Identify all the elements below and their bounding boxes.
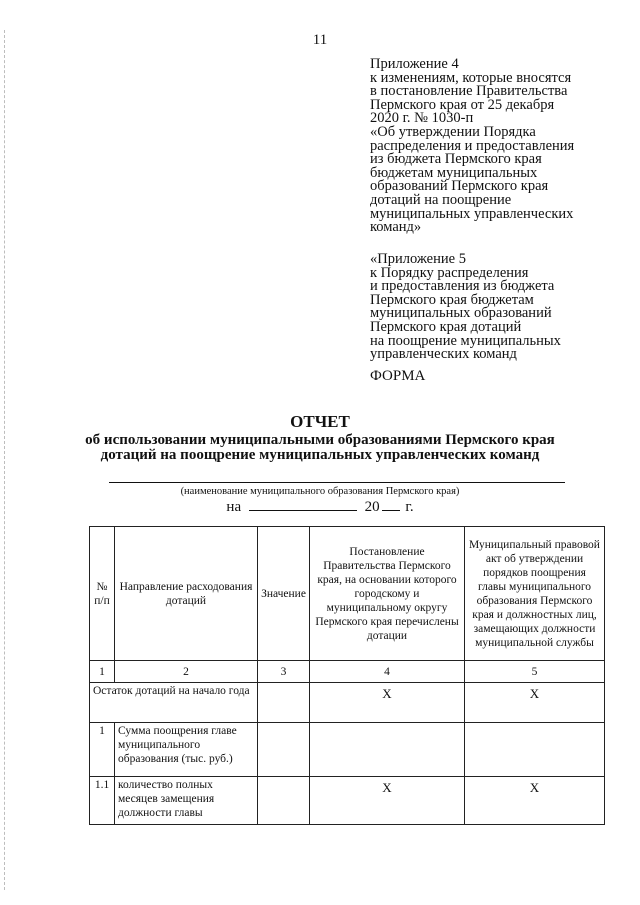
row-name: Сумма поощрения главе муниципального образования (тыс. руб.) bbox=[115, 723, 258, 777]
column-number: 2 bbox=[115, 661, 258, 683]
column-number: 3 bbox=[258, 661, 310, 683]
table-row bbox=[90, 777, 605, 825]
annex-inner-line: «Приложение 5 bbox=[370, 251, 466, 267]
row-name: количество полных месяцев замещения должности главы bbox=[115, 777, 258, 825]
header-num: № п/п bbox=[90, 527, 115, 661]
header-value: Значение bbox=[258, 527, 310, 661]
table-header-row bbox=[90, 527, 605, 661]
annex-inner-line: на поощрение муниципальных bbox=[370, 332, 561, 349]
municipality-name-line bbox=[109, 482, 565, 483]
annex-inner-line: и предоставления из бюджета bbox=[370, 278, 555, 295]
annex-inner-line: муниципальных образований bbox=[370, 305, 552, 322]
municipality-caption: (наименование муниципального образования Пермского края) bbox=[180, 486, 460, 497]
date-year-prefix: 20 bbox=[364, 499, 380, 515]
annex-inner bbox=[370, 253, 632, 362]
row-col4: X bbox=[310, 777, 465, 825]
annex-header-line: 2020 г. № 1030-п bbox=[370, 110, 474, 127]
annex-header-line: в постановление Правительства bbox=[370, 83, 568, 100]
row-col4: X bbox=[310, 683, 465, 723]
row-col5: X bbox=[465, 777, 605, 825]
annex-header-line: Приложение 4 bbox=[370, 56, 459, 72]
annex-inner-line: управленческих команд bbox=[370, 346, 517, 363]
date-blank bbox=[249, 498, 357, 511]
column-number: 1 bbox=[90, 661, 115, 683]
annex-inner-line: Пермского края бюджетам bbox=[370, 291, 534, 308]
row-value-cell bbox=[258, 723, 310, 777]
date-prefix: на bbox=[226, 499, 242, 515]
report-date-line bbox=[0, 498, 640, 516]
report-subtitle bbox=[0, 433, 640, 463]
table-row bbox=[90, 683, 605, 723]
annex-header-line: Пермского края от 25 декабря bbox=[370, 96, 555, 113]
annex-header-line: «Об утверждении Порядка bbox=[370, 123, 536, 140]
annex-header-line: образований Пермского края bbox=[370, 178, 549, 195]
row-col5 bbox=[465, 723, 605, 777]
column-number: 4 bbox=[310, 661, 465, 683]
row-col5: X bbox=[465, 683, 605, 723]
annex-inner-line: к Порядку распределения bbox=[370, 264, 529, 281]
annex-header-line: бюджетам муниципальных bbox=[370, 164, 538, 181]
annex-header-line: команд» bbox=[370, 219, 422, 236]
report-subtitle-line: об использовании муниципальными образованиями Пермского края bbox=[85, 432, 555, 448]
annex-header-line: к изменениям, которые вносятся bbox=[370, 69, 572, 86]
report-subtitle-line: дотаций на поощрение муниципальных управленческих команд bbox=[100, 447, 540, 463]
report-table bbox=[89, 526, 605, 825]
year-blank bbox=[382, 498, 400, 511]
annex-header-line: из бюджета Пермского края bbox=[370, 151, 542, 168]
header-resolution: Постановление Правительства Пермского края, на основании которого городскому и муниципальному округу Пермского края перечислены дотации bbox=[310, 527, 465, 661]
row-value-cell bbox=[258, 683, 310, 723]
row-num: 1 bbox=[90, 723, 115, 777]
row-num: 1.1 bbox=[90, 777, 115, 825]
header-act: Муниципальный правовой акт об утверждении порядков поощрения главы муниципального образования Пермского края и должностных лиц, замещающих должности муниципальной службы bbox=[465, 527, 605, 661]
date-suffix: г. bbox=[405, 499, 414, 515]
column-number: 5 bbox=[465, 661, 605, 683]
column-number-row bbox=[90, 661, 605, 683]
page-number: 11 bbox=[312, 32, 328, 48]
annex-header-line: дотаций на поощрение bbox=[370, 191, 512, 208]
row-col4 bbox=[310, 723, 465, 777]
annex-header-line: распределения и предоставления bbox=[370, 137, 575, 154]
form-label: ФОРМА bbox=[370, 368, 426, 384]
annex-inner-line: Пермского края дотаций bbox=[370, 318, 522, 335]
header-direction: Направление расходования дотаций bbox=[115, 527, 258, 661]
row-name: Остаток дотаций на начало года bbox=[90, 683, 258, 723]
row-value-cell bbox=[258, 777, 310, 825]
report-title: ОТЧЕТ bbox=[290, 412, 350, 431]
table-row bbox=[90, 723, 605, 777]
annex-header-line: муниципальных управленческих bbox=[370, 205, 574, 222]
annex-header bbox=[370, 58, 632, 235]
